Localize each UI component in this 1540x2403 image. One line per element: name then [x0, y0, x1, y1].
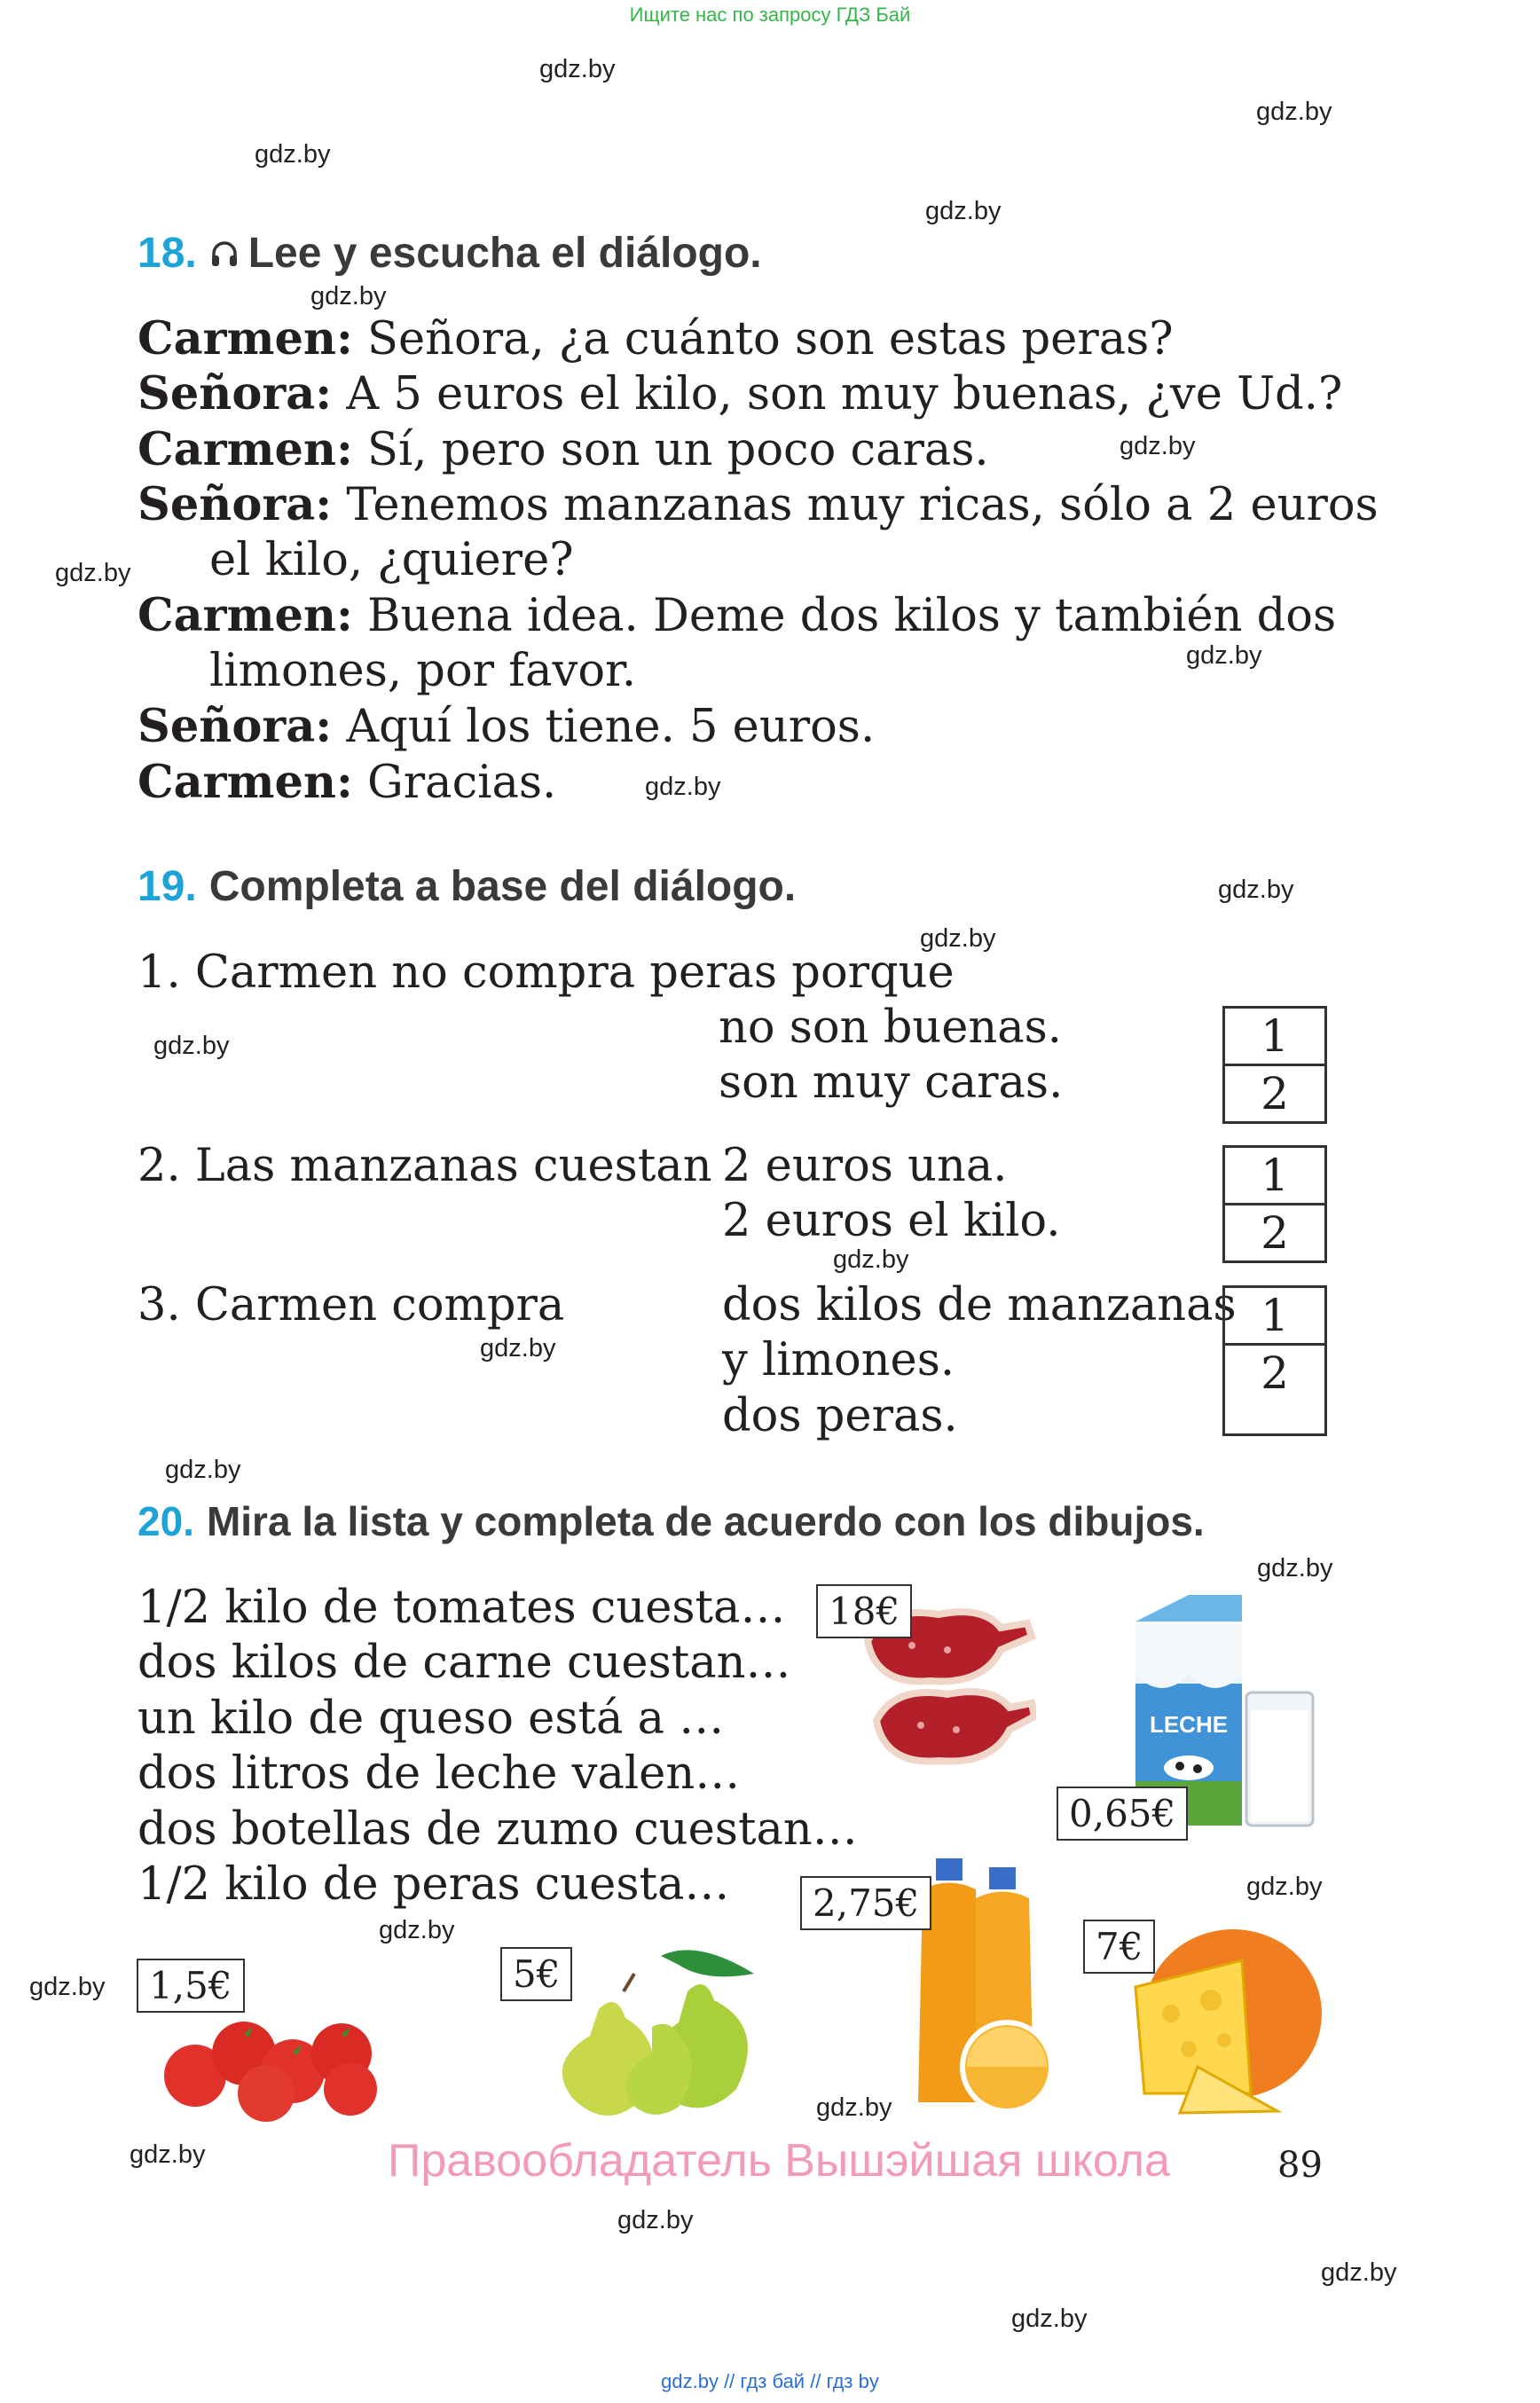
dialog-line: Carmen: Señora, ¿a cuánto son estas peras?: [138, 312, 1174, 365]
answer-option: y limones.: [722, 1334, 955, 1386]
watermark: gdz.by: [1011, 2305, 1088, 2333]
answer-option: dos kilos de manzanas: [722, 1279, 1237, 1331]
box-number[interactable]: 1: [1225, 1148, 1324, 1205]
price-tag-pears: 5€: [500, 1947, 572, 2001]
watermark: gdz.by: [153, 1032, 230, 1060]
watermark: gdz.by: [925, 197, 1002, 225]
dialog-line: Señora: Tenemos manzanas muy ricas, sólo a 2 euros: [138, 478, 1379, 531]
shopping-list-item: dos botellas de zumo cuestan…: [138, 1803, 858, 1856]
watermark: gdz.by: [645, 773, 721, 801]
watermark: gdz.by: [165, 1456, 241, 1484]
answer-option: 2 euros una.: [722, 1140, 1008, 1192]
dialog-line: Señora: A 5 euros el kilo, son muy buenas, ¿ve Ud.?: [138, 367, 1343, 420]
watermark: gdz.by: [1218, 876, 1294, 904]
dialog-line: Carmen: Gracias.: [138, 756, 557, 809]
question-stem: 3. Carmen compra: [138, 1279, 565, 1331]
exercise-title-text: Mira la lista y completa de acuerdo con los dibujos: [206, 1498, 1193, 1544]
exercise-number: 20.: [138, 1498, 194, 1544]
price-tag-cheese: 7€: [1083, 1920, 1155, 1974]
exercise-20-title: 20. Mira la lista y completa de acuerdo con los dibujos.: [138, 1498, 1205, 1544]
bottom-links[interactable]: gdz.by // гдз бай // гдз by: [661, 2370, 879, 2392]
page-number: 89: [1277, 2145, 1323, 2186]
pears-image: [546, 1938, 776, 2124]
watermark: gdz.by: [1246, 1873, 1323, 1901]
milk-label: LECHE: [1149, 1711, 1229, 1738]
watermark: gdz.by: [1256, 98, 1332, 126]
watermark: gdz.by: [1321, 2258, 1397, 2287]
watermark: gdz.by: [310, 282, 387, 310]
answer-number-box[interactable]: [1222, 1006, 1327, 1124]
watermark: gdz.by: [255, 140, 331, 169]
answer-option: son muy caras.: [719, 1056, 1064, 1109]
box-number[interactable]: 2: [1261, 1068, 1289, 1119]
price-tag-juice: 2,75€: [800, 1876, 931, 1930]
answer-option: dos peras.: [722, 1390, 958, 1442]
watermark: gdz.by: [1257, 1554, 1333, 1582]
box-number[interactable]: 1: [1225, 1288, 1324, 1346]
watermark: gdz.by: [379, 1916, 455, 1944]
watermark: gdz.by: [1120, 432, 1196, 460]
shopping-list-item: 1/2 kilo de tomates cuesta…: [138, 1582, 786, 1634]
watermark: gdz.by: [480, 1334, 556, 1362]
watermark: gdz.by: [539, 55, 616, 83]
dialog-line: el kilo, ¿quiere?: [209, 534, 574, 586]
shopping-list-item: 1/2 kilo de peras cuesta…: [138, 1858, 730, 1911]
exercise-title-text: Lee y escucha el diálogo: [248, 230, 750, 277]
shopping-list-item: un kilo de queso está a …: [138, 1692, 725, 1745]
copyright-notice: Правообладатель Вышэйшая школа: [388, 2135, 1170, 2187]
exercise-number: 19.: [138, 863, 197, 910]
dialog-line: Carmen: Sí, pero son un poco caras.: [138, 423, 989, 476]
watermark: gdz.by: [833, 1245, 909, 1274]
price-tag-milk: 0,65€: [1057, 1787, 1188, 1841]
watermark: gdz.by: [29, 1973, 106, 2001]
watermark: gdz.by: [816, 2093, 892, 2122]
exercise-19-title: 19. Completa a base del diálogo.: [138, 863, 797, 910]
exercise-number: 18.: [138, 230, 197, 277]
price-tag-meat: 18€: [816, 1584, 912, 1638]
watermark: gdz.by: [1186, 641, 1262, 670]
box-number[interactable]: 2: [1261, 1207, 1289, 1259]
shopping-list-item: dos litros de leche valen…: [138, 1747, 741, 1800]
answer-number-box[interactable]: [1222, 1145, 1327, 1263]
answer-option: 2 euros el kilo.: [722, 1195, 1061, 1247]
box-number[interactable]: 1: [1225, 1009, 1324, 1066]
exercise-18-title: 18. Lee y escucha el diálogo.: [138, 230, 762, 277]
question-stem: 2. Las manzanas cuestan: [138, 1140, 712, 1192]
watermark: gdz.by: [55, 559, 131, 587]
watermark: gdz.by: [617, 2206, 694, 2234]
watermark: gdz.by: [130, 2140, 206, 2169]
exercise-title-text: Completa a base del diálogo: [208, 863, 784, 910]
price-tag-tomatoes: 1,5€: [137, 1959, 245, 2013]
dialog-line: limones, por favor.: [209, 645, 637, 697]
cheese-image: [1127, 1916, 1326, 2116]
tomatoes-image: [160, 2000, 390, 2124]
dialog-line: Señora: Aquí los tiene. 5 euros.: [138, 700, 876, 753]
shopping-list-item: dos kilos de carne cuestan…: [138, 1637, 791, 1689]
answer-option: no son buenas.: [719, 1001, 1063, 1054]
headphones-icon: [209, 239, 240, 269]
box-number[interactable]: 2: [1261, 1347, 1289, 1399]
watermark: gdz.by: [920, 924, 996, 953]
answer-number-box[interactable]: [1222, 1285, 1327, 1436]
top-banner[interactable]: Ищите нас по запросу ГДЗ Бай: [629, 4, 911, 26]
dialog-line: Carmen: Buena idea. Deme dos kilos y también dos: [138, 589, 1337, 642]
question-stem: 1. Carmen no compra peras porque: [138, 946, 955, 999]
